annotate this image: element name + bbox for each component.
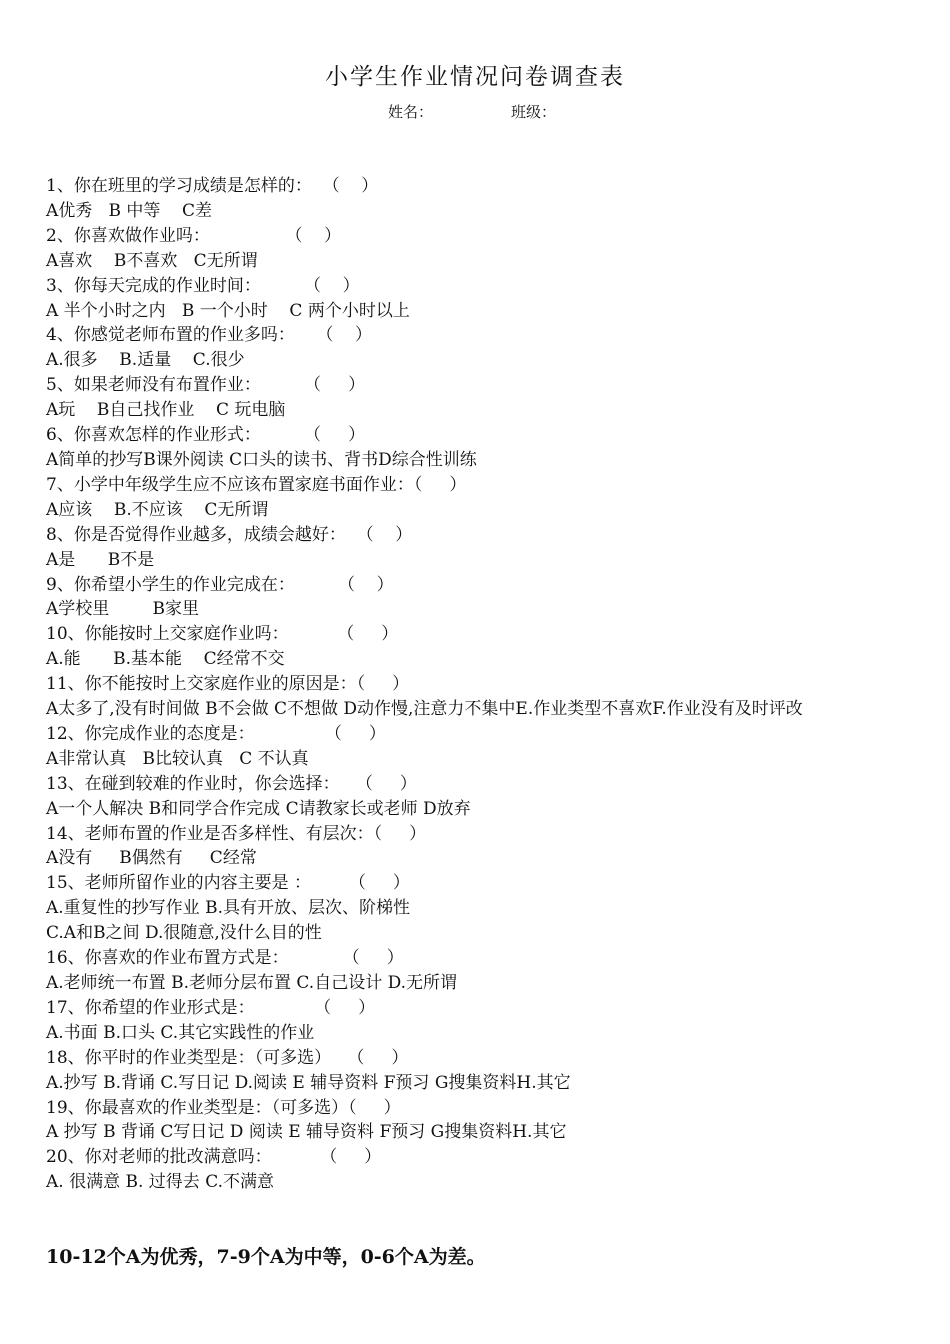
- question-line: 14、老师布置的作业是否多样性、有层次：（ ）: [46, 823, 427, 844]
- question-line: 4、你感觉老师布置的作业多吗： （ ）: [46, 325, 373, 346]
- question-line: 12、你完成作业的态度是： （ ）: [46, 723, 386, 744]
- question-line: 7、小学中年级学生应不应该布置家庭书面作业：（ ）: [46, 474, 467, 495]
- question-line: 1、你在班里的学习成绩是怎样的： （ ）: [46, 176, 379, 196]
- question-list: [46, 174, 916, 1195]
- question-line: 15、老师所留作业的内容主要是 ： （ ）: [46, 873, 410, 894]
- answer-options-line: A.重复性的抄写作业 B.具有开放、层次、阶梯性: [46, 898, 410, 919]
- question-line: 13、在碰到较难的作业时，你会选择： （ ）: [46, 773, 417, 794]
- question-line: 17、你希望的作业形式是： （ ）: [46, 997, 376, 1018]
- question-line: 2、你喜欢做作业吗： （ ）: [46, 225, 342, 246]
- question-line: 9、你希望小学生的作业完成在： （ ）: [46, 574, 394, 595]
- class-label: 班级：: [511, 103, 557, 121]
- question-line: 19、你最喜欢的作业类型是：（可多选）（ ）: [46, 1097, 401, 1118]
- answer-options-line: A简单的抄写B课外阅读 C口头的读书、背书D综合性训练: [46, 449, 477, 470]
- question-line: 5、如果老师没有布置作业： （ ）: [46, 375, 366, 396]
- question-line: 8、你是否觉得作业越多，成绩会越好： （ ）: [46, 524, 413, 545]
- answer-options-line: A玩 B自己找作业 C 玩电脑: [46, 400, 286, 421]
- answer-options-line: C.A和B之间 D.很随意,没什么目的性: [46, 923, 322, 944]
- question-line: 10、你能按时上交家庭作业吗： （ ）: [46, 624, 399, 645]
- answer-options-line: A 抄写 B 背诵 C写日记 D 阅读 E 辅导资料 F预习 G搜集资料H.其它: [46, 1122, 567, 1143]
- answer-options-line: A. 很满意 B. 过得去 C.不满意: [46, 1172, 274, 1193]
- answer-options-line: A非常认真 B比较认真 C 不认真: [46, 748, 309, 769]
- answer-options-line: A是 B不是: [46, 549, 155, 570]
- answer-options-line: A.很多 B.适量 C.很少: [46, 350, 245, 371]
- scoring-note: 10-12个A为优秀，7-9个A为中等，0-6个A为差。: [46, 1246, 486, 1268]
- answer-options-line: A一个人解决 B和同学合作完成 C请教家长或老师 D放弃: [46, 798, 471, 819]
- question-line: 16、你喜欢的作业布置方式是： （ ）: [46, 948, 404, 969]
- question-line: 18、你平时的作业类型是：（可多选） （ ）: [46, 1047, 409, 1068]
- answer-options-line: A没有 B偶然有 C经常: [46, 848, 257, 869]
- question-line: 11、你不能按时上交家庭作业的原因是：（ ）: [46, 674, 410, 695]
- answer-options-line: A.老师统一布置 B.老师分层布置 C.自己设计 D.无所谓: [46, 973, 458, 993]
- answer-options-line: A 半个小时之内 B 一个小时 C 两个小时以上: [46, 300, 410, 321]
- answer-options-line: A优秀 B 中等 C差: [46, 200, 213, 221]
- answer-options-line: A太多了,没有时间做 B不会做 C不想做 D动作慢,注意力不集中E.作业类型不喜欢F.作业没有及时评改: [46, 699, 803, 720]
- answer-options-line: A学校里 B家里: [46, 599, 199, 620]
- answer-options-line: A.书面 B.口头 C.其它实践性的作业: [46, 1022, 315, 1043]
- question-line: 6、你喜欢怎样的作业形式： （ ）: [46, 425, 366, 446]
- name-label: 姓名：: [388, 103, 434, 121]
- answer-options-line: A应该 B.不应该 C无所谓: [46, 499, 269, 520]
- page-title: 小学生作业情况问卷调查表: [325, 64, 625, 90]
- answer-options-line: A.能 B.基本能 C经常不交: [46, 649, 285, 670]
- question-line: 3、你每天完成的作业时间： （ ）: [46, 275, 360, 296]
- question-line: 20、你对老师的批改满意吗： （ ）: [46, 1147, 382, 1168]
- answer-options-line: A.抄写 B.背诵 C.写日记 D.阅读 E 辅导资料 F预习 G搜集资料H.其它: [46, 1072, 571, 1093]
- answer-options-line: A喜欢 B不喜欢 C无所谓: [46, 250, 258, 271]
